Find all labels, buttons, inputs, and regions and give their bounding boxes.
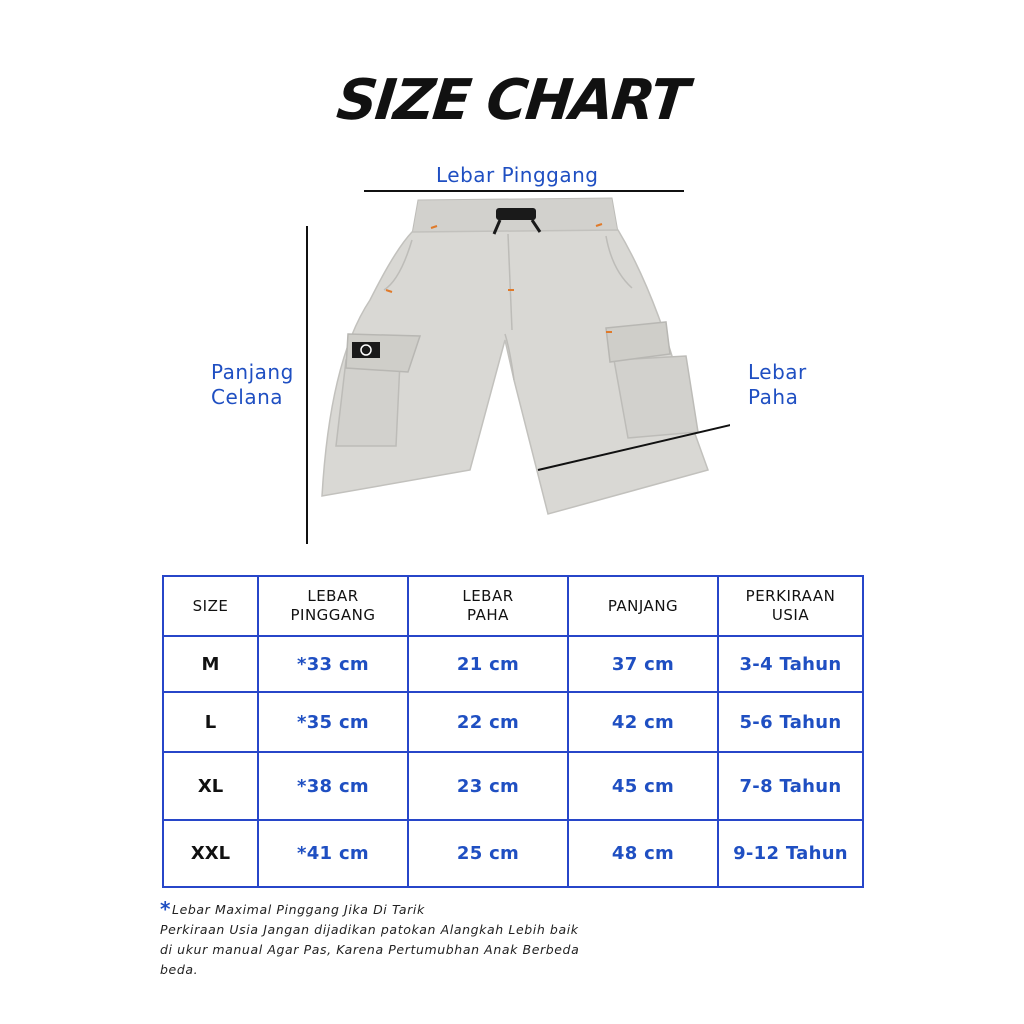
thigh-label-line1: Lebar [748,360,807,384]
header-age [718,576,863,636]
footnote-line: Perkiraan Usia Jangan dijadikan patokan Alangkah Lebih baik [160,922,579,937]
thigh-label-line2: Paha [748,385,799,409]
table-row [163,636,863,692]
length-label [211,360,294,410]
header-age-line1: PERKIRAAN [745,587,836,605]
header-length-label: PANJANG [607,596,679,615]
waist-cell: *41 cm [258,820,408,887]
footnotes [160,900,680,980]
page-title: SIZE CHART [333,68,691,133]
length-cell: 48 cm [568,820,718,887]
left-cargo-pocket [336,360,400,446]
table-header-row [163,576,863,636]
header-age-line2: USIA [771,606,810,624]
header-thigh [408,576,568,636]
table-row [163,752,863,820]
age-cell: 7-8 Tahun [718,752,863,820]
thigh-cell: 22 cm [408,692,568,752]
waist-cell: *35 cm [258,692,408,752]
length-cell: 45 cm [568,752,718,820]
footnote-asterisk: * [160,897,171,921]
size-cell: XL [163,752,258,820]
waist-cell: *38 cm [258,752,408,820]
waist-label: Lebar Pinggang [436,163,599,187]
header-length [568,576,718,636]
table-row [163,692,863,752]
length-label-line2: Celana [211,385,284,409]
right-cargo-pocket [614,356,698,438]
length-label-line1: Panjang [211,360,294,384]
thigh-label [748,360,807,410]
right-cargo-flap [606,322,670,362]
thigh-cell: 25 cm [408,820,568,887]
drawstring-toggle [496,208,536,220]
thigh-cell: 23 cm [408,752,568,820]
header-waist [258,576,408,636]
footnote-line: di ukur manual Agar Pas, Karena Pertumubhan Anak Berbeda [160,942,580,957]
length-cell: 37 cm [568,636,718,692]
size-table [162,575,864,888]
header-thigh-line2: PAHA [467,606,509,624]
thigh-cell: 21 cm [408,636,568,692]
length-cell: 42 cm [568,692,718,752]
age-cell: 3-4 Tahun [718,636,863,692]
footnote-line: beda. [160,962,199,977]
age-cell: 9-12 Tahun [718,820,863,887]
header-waist-line2: PINGGANG [290,606,376,624]
footnote-line: Lebar Maximal Pinggang Jika Di Tarik [172,902,425,917]
size-cell: XXL [163,820,258,887]
table-row [163,820,863,887]
size-cell: L [163,692,258,752]
waist-cell: *33 cm [258,636,408,692]
header-waist-line1: LEBAR [307,587,359,605]
header-size [163,576,258,636]
shorts-illustration [300,190,730,530]
header-thigh-line1: LEBAR [462,587,514,605]
age-cell: 5-6 Tahun [718,692,863,752]
size-cell: M [163,636,258,692]
header-size-label: SIZE [192,596,229,615]
